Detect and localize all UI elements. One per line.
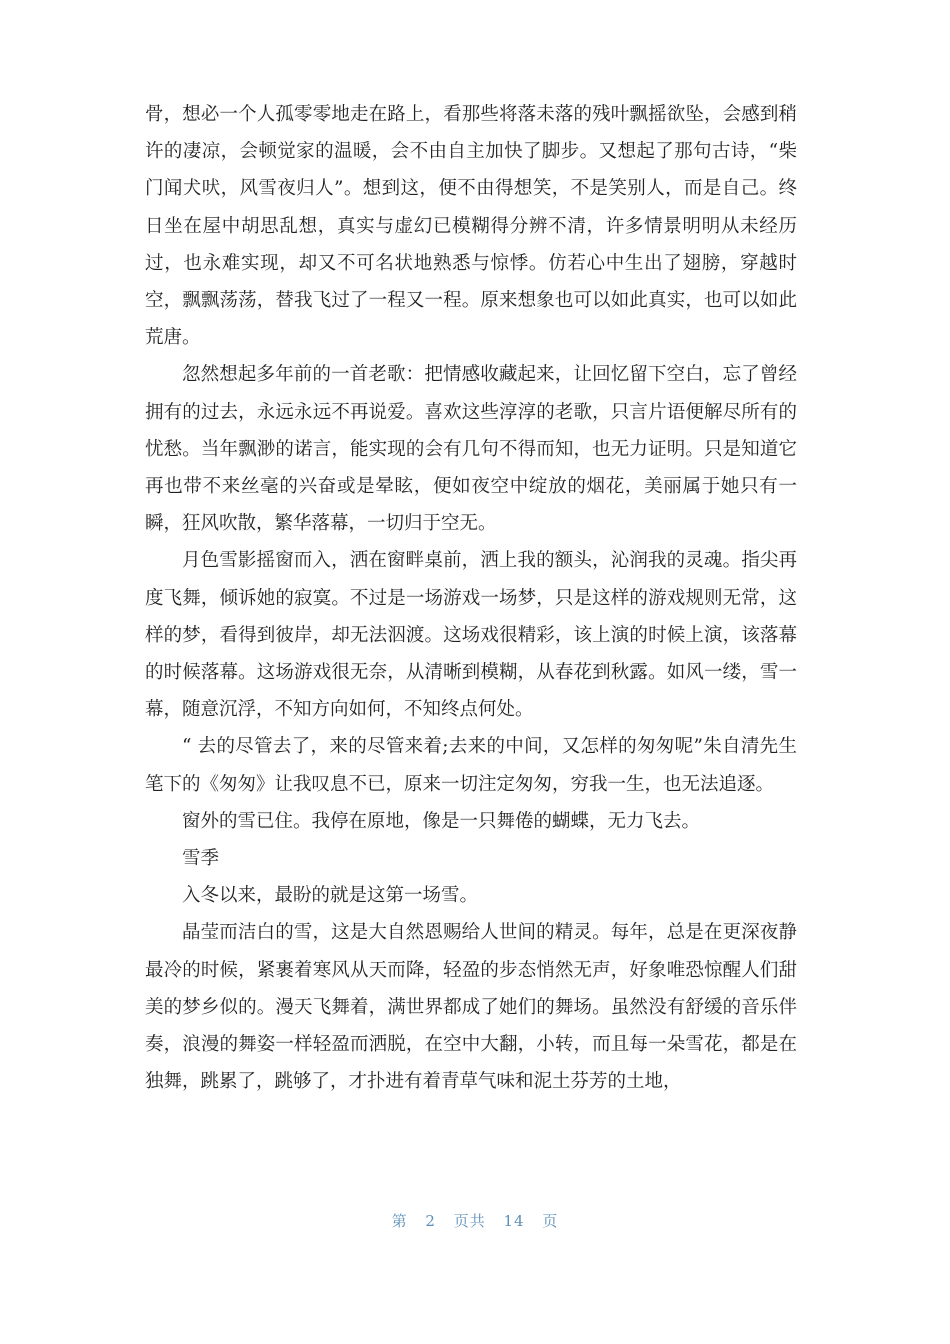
paragraph-1: 骨，想必一个人孤零零地走在路上，看那些将落未落的残叶飘摇欲坠，会感到稍许的凄凉，会顿觉家的温暖，会不由自主加快了脚步。又想起了那句古诗，“柴门闻犬吠，风雪夜归人”。想到这，便不由得想笑，不是笑别人，而是自己。终日坐在屋中胡思乱想，真实与虚幻已模糊得分辨不清，许多情景明明从未经历过，也永难实现，却又不可名状地熟悉与惊悸。仿若心中生出了翅膀，穿越时空，飘飘荡荡，替我飞过了一程又一程。原来想象也可以如此真实，也可以如此荒唐。 bbox=[145, 104, 797, 349]
page-number-footer bbox=[0, 1210, 950, 1231]
paragraph-2: 忽然想起多年前的一首老歌：把情感收藏起来，让回忆留下空白，忘了曾经拥有的过去，永远永远不再说爱。喜欢这些淳淳的老歌，只言片语便解尽所有的忧愁。当年飘渺的诺言，能实现的会有几句不得而知，也无力证明。只是知道它再也带不来丝毫的兴奋或是晕眩，便如夜空中绽放的烟花，美丽属于她只有一瞬，狂风吹散，繁华落幕，一切归于空无。 bbox=[145, 364, 797, 535]
section-title: 雪季 bbox=[182, 848, 220, 870]
paragraph-3: 月色雪影摇窗而入，洒在窗畔桌前，洒上我的额头，沁润我的灵魂。指尖再度飞舞，倾诉她的寂寞。不过是一场游戏一场梦，只是这样的游戏规则无常，这样的梦，看得到彼岸，却无法泅渡。这场戏很精彩，该上演的时候上演，该落幕的时候落幕。这场游戏很无奈，从清晰到模糊，从春花到秋露。如风一缕，雪一幕，随意沉浮，不知方向如何，不知终点何处。 bbox=[145, 550, 797, 721]
paragraph-4: “ 去的尽管去了，来的尽管来着;去来的中间，又怎样的匆匆呢”朱自清先生笔下的《匆匆》让我叹息不已，原来一切注定匆匆，穷我一生，也无法追逐。 bbox=[145, 736, 797, 795]
page-suffix: 页 bbox=[542, 1212, 559, 1230]
total-pages: 14 bbox=[503, 1212, 525, 1230]
paragraph-7: 晶莹而洁白的雪，这是大自然恩赐给人世间的精灵。每年，总是在更深夜静最冷的时候，紧裹着寒风从天而降，轻盈的步态悄然无声，好象唯恐惊醒人们甜美的梦乡似的。漫天飞舞着，满世界都成了她们的舞场。虽然没有舒缓的音乐伴奏，浪漫的舞姿一样轻盈而洒脱，在空中大翻，小转，而且每一朵雪花，都是在独舞，跳累了，跳够了，才扑进有着青草气味和泥土芬芳的土地， bbox=[145, 922, 797, 1093]
paragraph-5: 窗外的雪已住。我停在原地，像是一只舞倦的蝴蝶，无力飞去。 bbox=[182, 810, 701, 832]
document-body bbox=[145, 96, 797, 1100]
page-mid: 页共 bbox=[453, 1212, 486, 1230]
page-prefix: 第 bbox=[391, 1212, 408, 1230]
paragraph-6: 入冬以来，最盼的就是这第一场雪。 bbox=[182, 885, 479, 907]
current-page: 2 bbox=[425, 1212, 436, 1230]
